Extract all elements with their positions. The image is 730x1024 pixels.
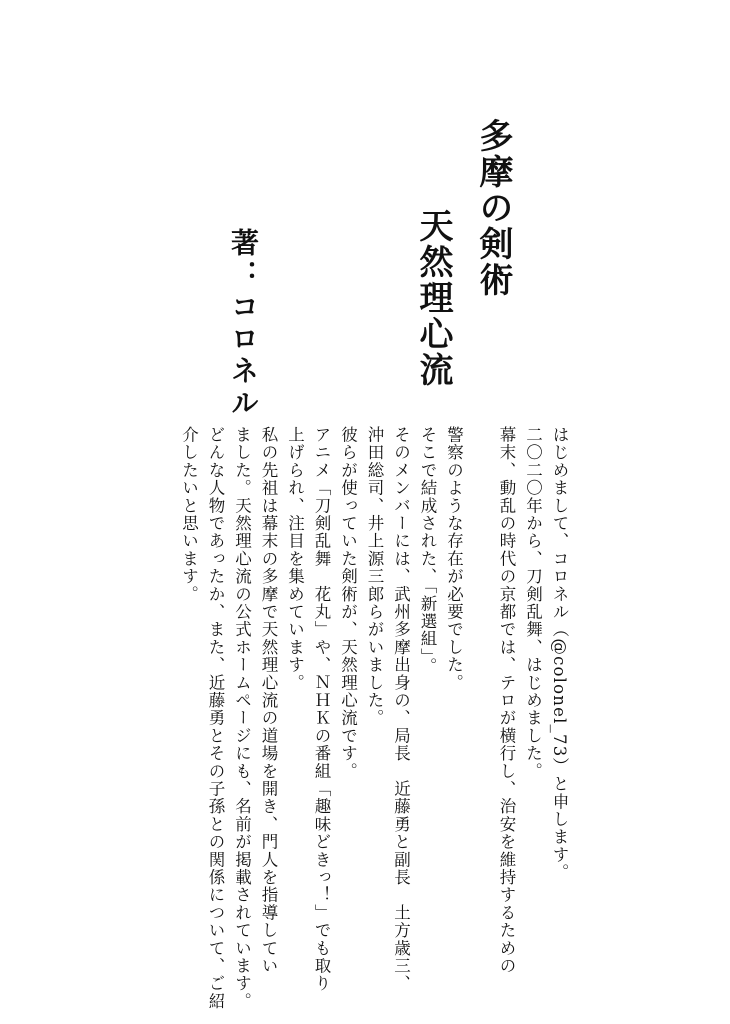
body-line: 警察のような存在が必要でした。	[444, 426, 464, 692]
title-line-2: 天然理心流	[413, 208, 453, 388]
author-credit: 著：コロネル	[227, 228, 260, 420]
body-line: 彼らが使っていた剣術が、天然理心流です。	[338, 426, 358, 780]
body-line: はじめまして、コロネル（@colonel_73）と申します。	[550, 426, 569, 882]
body-line: そこで結成された、「新選組」。	[418, 426, 437, 675]
body-line: 二〇二〇年から、刀剣乱舞、はじめました。	[523, 426, 543, 780]
body-line: 沖田総司、井上源三郎らがいました。	[365, 426, 384, 727]
title-line-1: 多摩の剣術	[473, 118, 513, 298]
body-line: ました。天然理心流の公式ホームページにも、名前が掲載されています。	[232, 426, 252, 1011]
body-line: 上げられ、注目を集めています。	[285, 426, 305, 692]
body-text	[175, 426, 572, 1011]
body-line: そのメンバーには、武州多摩出身の、局長 近藤勇と副長 土方歳三、	[391, 426, 411, 993]
body-line: どんな人物であったか、また、近藤勇とその子孫との関係について、ご紹	[206, 426, 225, 1011]
body-line: 私の先祖は幕末の多摩で天然理心流の道場を開き、門人を指導してい	[259, 426, 278, 975]
body-line: 幕末、動乱の時代の京都では、テロが横行し、治安を維持するための	[497, 426, 516, 975]
book-title	[403, 118, 523, 438]
body-line: 介したいと思います。	[179, 426, 199, 603]
body-line: アニメ「刀剣乱舞 花丸」や、ＮＨＫの番組「趣味どきっ！」でも取り	[312, 426, 331, 993]
